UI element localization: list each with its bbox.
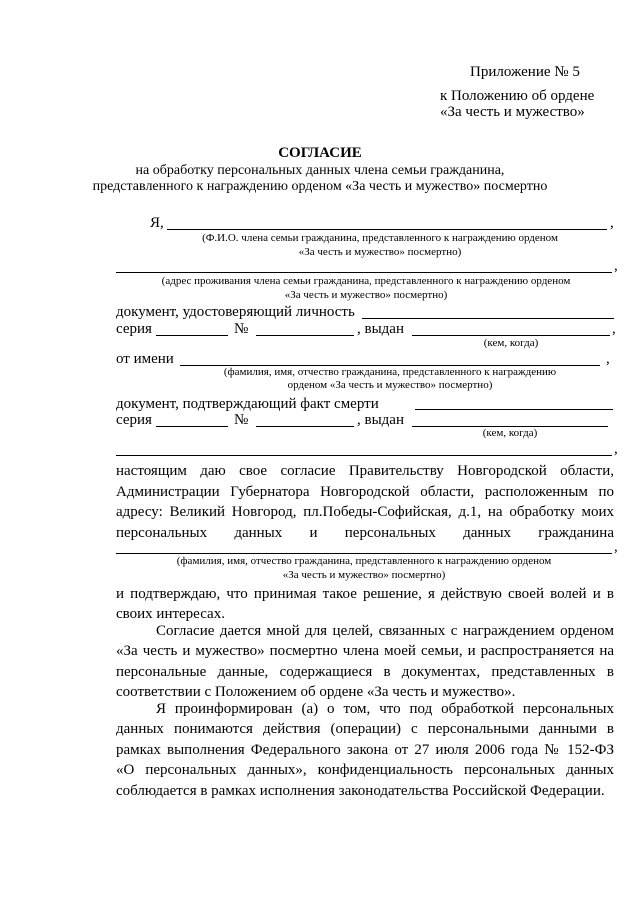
purpose-line-4: соответствии с Положением об ордене «За честь и мужество». [116,684,516,700]
death-issued-label: , выдан [357,412,404,428]
death-document-label: документ, подтверждающий факт смерти [116,396,379,412]
document-subtitle-line1: на обработку персональных данных члена семьи гражданина, [135,163,505,178]
info-line-3: рамках выполнения Федерального закона от 27 июля 2006 года № 152-ФЗ [116,742,614,758]
fio-field[interactable] [167,229,607,230]
on-behalf-comma: , [606,351,610,367]
confirm-line-1: и подтверждаю, что принимая такое решение, я действую своей волей и в [116,586,614,602]
id-issued-comma: , [612,321,616,337]
purpose-line-3: персональные данные, содержащиеся в документах, представленных в [116,664,614,680]
death-series-label: серия [116,412,152,428]
citizen-name-comma: , [614,539,618,555]
on-behalf-hint-line2: орденом «За честь и мужество» посмертно) [287,379,493,391]
consent-line-1: настоящим даю свое согласие Правительству Новгородской области, [116,463,614,479]
fio-comma: , [610,215,614,231]
document-subtitle-line2: представленного к награждению орденом «За честь и мужество» посмертно [92,179,548,194]
address-hint-line2: «За честь и мужество» посмертно) [284,289,448,301]
id-document-label: документ, удостоверяющий личность [116,304,355,320]
address-hint-line1: (адрес проживания члена семьи гражданина, представленного к награждению орденом [161,275,571,287]
death-extra-comma: , [614,441,618,457]
confirm-line-2: своих интересах. [116,606,225,622]
on-behalf-label: от имени [116,351,174,367]
id-issued-field[interactable] [412,335,610,336]
appendix-number: Приложение № 5 [470,64,580,80]
consent-line-3: адресу: Великий Новгород, пл.Победы-Софийская, д.1, на обработку моих [116,504,614,520]
info-line-2: данных понимаются действия (операции) с персональными данными в [116,721,614,737]
death-document-field[interactable] [415,409,613,410]
address-comma: , [614,258,618,274]
id-series-label: серия [116,321,152,337]
purpose-line-1: Согласие дается мной для целей, связанных с награждением орденом [156,623,614,639]
death-document-extra-field[interactable] [116,455,612,456]
fio-hint-line2: «За честь и мужество» посмертно) [298,246,462,258]
id-issued-label: , выдан [357,321,404,337]
citizen-hint-line2: «За честь и мужество» посмертно) [282,569,446,581]
id-document-field[interactable] [362,318,614,319]
death-issued-hint: (кем, когда) [482,427,538,439]
purpose-line-2: «За честь и мужество» посмертно члена моей семьи, и распространяется на [116,643,614,659]
fio-hint-line1: (Ф.И.О. члена семьи гражданина, представленного к награждению орденом [202,232,558,244]
citizen-hint-line1: (фамилия, имя, отчество гражданина, представленного к награждению орденом [176,555,552,567]
info-line-4: «О персональных данных», конфиденциальность персональных данных [116,762,614,778]
i-label: Я, [150,215,164,231]
death-number-label: № [234,412,249,428]
id-issued-hint: (кем, когда) [483,337,539,349]
id-number-label: № [234,321,249,337]
info-line-1: Я проинформирован (а) о том, что под обработкой персональных [156,701,614,717]
address-field[interactable] [116,272,612,273]
id-series-field[interactable] [156,335,228,336]
death-number-field[interactable] [256,426,354,427]
consent-line-2: Администрации Губернатора Новгородской области, расположенным по [116,484,614,500]
appendix-reference: к Положению об ордене [440,88,595,104]
death-series-field[interactable] [156,426,228,427]
appendix-order-name: «За честь и мужество» [440,104,585,120]
info-line-5: соблюдается в рамках исполнения законодательства Российской Федерации. [116,783,605,799]
id-number-field[interactable] [256,335,354,336]
citizen-name-field[interactable] [116,553,612,554]
document-title: СОГЛАСИЕ [278,145,362,161]
on-behalf-hint-line1: (фамилия, имя, отчество гражданина, представленного к награждению [223,366,557,378]
consent-line-4: персональных данных и персональных данных гражданина [116,525,614,541]
